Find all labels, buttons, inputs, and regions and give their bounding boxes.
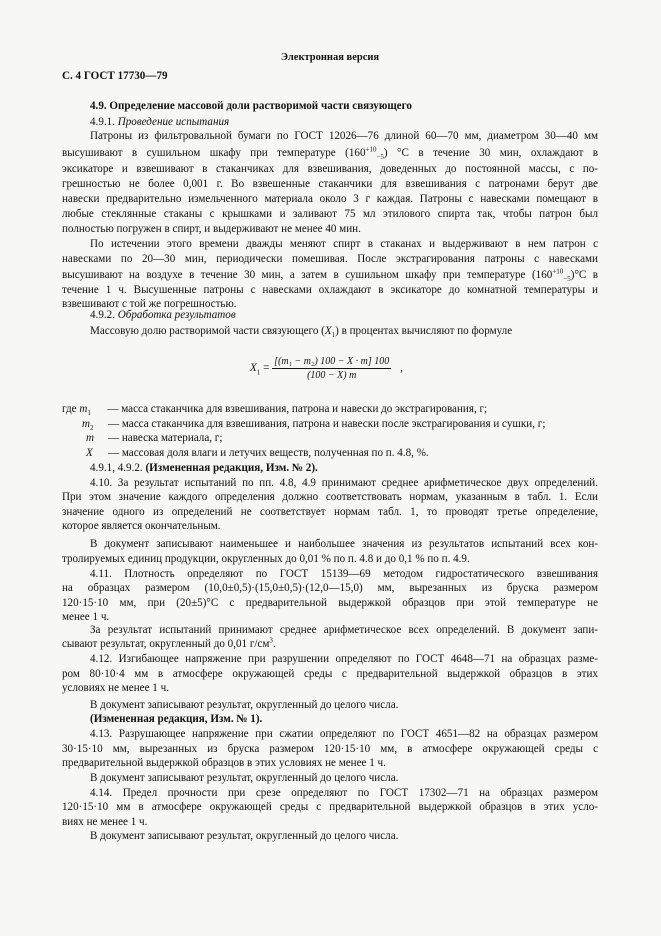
text-line: В документ записывают наименьшее и наибольшее значения из результатов испытаний всех кон- xyxy=(90,538,598,550)
text-line: высушивают на воздухе в течение 30 мин, а затем в сушильном шкафу при температуре $(160^{+10}_{-5})^\circ С$ в xyxy=(62,267,598,284)
temperature-expression: $(160^{+10}_{-5})$ xyxy=(531,267,575,284)
text-line: эксикаторе и взвешивают в стаканчиках для взвешивания, доведенных до постоянной массы, с по- xyxy=(62,163,598,175)
text-line: ром 80·10·4 мм в атмосфере окружающей среды с предварительной выдержкой образцов в этих xyxy=(62,668,598,680)
text-line: 4.10. За результат испытаний по пп. 4.8, 4.9 принимают среднее арифметическое двух определений. xyxy=(90,477,598,489)
text-line: 4.14. Предел прочности при срезе определяют по ГОСТ 17302—71 на образцах размером xyxy=(90,787,598,799)
legend-line: $m_2$ — масса стаканчика для взвешивания, патрона и навески после экстрагирования и сушки, г; xyxy=(82,418,546,433)
formula-fraction: $\frac{\text{[(m₁ − m₂) 100 − X · m] 100}}{(100 - X) m}$ xyxy=(274,356,390,381)
text-line: 30·15·10 мм, вырезанных из бруска размером 120·15·10 мм, в атмосфере окружающей среды с xyxy=(62,743,598,755)
text-line: При этом значение каждого определения должно соответствовать нормам, указанным в табл. 1. Если xyxy=(62,491,598,503)
text-line: полностью погружен в спирт, и выдерживают не менее 40 мин. xyxy=(62,223,361,235)
legend-line: m — навеска материала, г; xyxy=(86,432,223,444)
text-line: тролируемых единиц продукции, округленных до 0,01 % по п. 4.8 и до 0,1 % по п. 4.9. xyxy=(62,553,470,565)
text-line: которое является окончательным. xyxy=(62,520,221,532)
text-line: предварительной выдержкой образцов в этих условиях не менее 1 ч. xyxy=(62,757,386,769)
text-line: В документ записывают результат, округленный до целого числа. xyxy=(90,830,399,842)
text-line: 4.12. Изгибающее напряжение при разрушении определяют по ГОСТ 4648—71 на образцах разме- xyxy=(90,653,598,665)
text-line: 4.13. Разрушающее напряжение при сжатии определяют по ГОСТ 4651—82 на образцах размером xyxy=(90,728,598,740)
temperature-expression: $(160^{+10}_{-5})$ xyxy=(345,145,388,162)
text-line: За результат испытаний принимают среднее арифметическое всех определений. В документ запи- xyxy=(90,624,598,636)
text-line: Массовую долю растворимой части связующего $(X_1)$ в процентах вычисляют по формуле xyxy=(90,325,513,340)
subsection-heading: 4.9.1. Проведение испытания xyxy=(90,116,230,128)
text-line: В документ записывают результат, округленный до целого числа. xyxy=(90,699,399,711)
text-line: 4.11. Плотность определяют по ГОСТ 15139—69 методом гидростатического взвешивания xyxy=(90,568,598,580)
edition-label: Электронная версия xyxy=(280,52,380,63)
text-line: виях не менее 1 ч. xyxy=(62,816,148,828)
formula: $X_1$ = $\frac{\text{[(m₁ − m₂) 100 − X · m] 100}}{(100 - X) m}$ , xyxy=(250,356,403,381)
text-line: взвешивают с той же погрешностью. xyxy=(62,298,237,310)
legend-line: где $m_1$ — масса стаканчика для взвешивания, патрона и навески до экстрагирования, г; xyxy=(62,403,488,418)
text-line: менее 1 ч. xyxy=(62,611,110,623)
text-line: По истечении этого времени дважды меняют спирт в стаканах и выдерживают в нем патрон с xyxy=(90,238,598,250)
text-line: 120·15·10 мм, при (20±5)°С с предварительной выдержкой образцов при этой температуре не xyxy=(62,597,598,609)
page-reference: С. 4 ГОСТ 17730—79 xyxy=(62,70,168,82)
text-line: любые стеклянные стаканы с крышками и заливают 75 мл этилового спирта так, чтобы патрон был xyxy=(62,208,598,220)
text-line: на образцах размером (10,0±0,5)·(15,0±0,5)·(12,0—15,0) мм, вырезанных из бруска размером xyxy=(62,582,598,594)
text-line: навески предварительно измельченного материала около 3 г каждая. Патроны с навесками помещают в xyxy=(62,193,598,205)
text-line: сывают результат, округленный до 0,01 $г/см^3$. xyxy=(62,636,276,650)
text-line: условиях не менее 1 ч. xyxy=(62,682,169,694)
text-line: навесками по 20—30 мин, периодически помешивая. После экстрагирования патроны с навесками xyxy=(62,253,598,265)
amendment-note: (Измененная редакция, Изм. № 1). xyxy=(90,713,263,725)
text-line: значение одного из определений не соответствует нормам табл. 1, то проводят третье определение, xyxy=(62,506,598,518)
amendment-note: 4.9.1, 4.9.2. (Измененная редакция, Изм. № 2). xyxy=(90,462,318,474)
text-line: течение 1 ч. Высушенные патроны с навесками охлаждают в эксикаторе до комнатной температуры и xyxy=(62,284,598,296)
subsection-heading: 4.9.2. Обработка результатов xyxy=(90,309,236,321)
text-line: 120·15·10 мм в атмосфере окружающей среды с предварительной выдержкой образцов в этих усло- xyxy=(62,801,598,813)
text-line: Патроны из фильтровальной бумаги по ГОСТ 12026—76 длиной 60—70 мм, диаметром 30—40 мм xyxy=(90,130,598,142)
text-line: В документ записывают результат, округленный до целого числа. xyxy=(90,772,399,784)
section-title: 4.9. Определение массовой доли растворимой части связующего xyxy=(90,100,412,112)
legend-line: X — массовая доля влаги и летучих веществ, полученная по п. 4.8, %. xyxy=(86,447,429,459)
text-line: грешностью не более 0,001 г. Во взвешенные стаканчики для взвешивания с патронами берут две xyxy=(62,178,598,190)
text-line: высушивают в сушильном шкафу при температуре $(160^{+10}_{-5})$ °С в течение 30 мин, охлаждают в xyxy=(62,145,599,162)
